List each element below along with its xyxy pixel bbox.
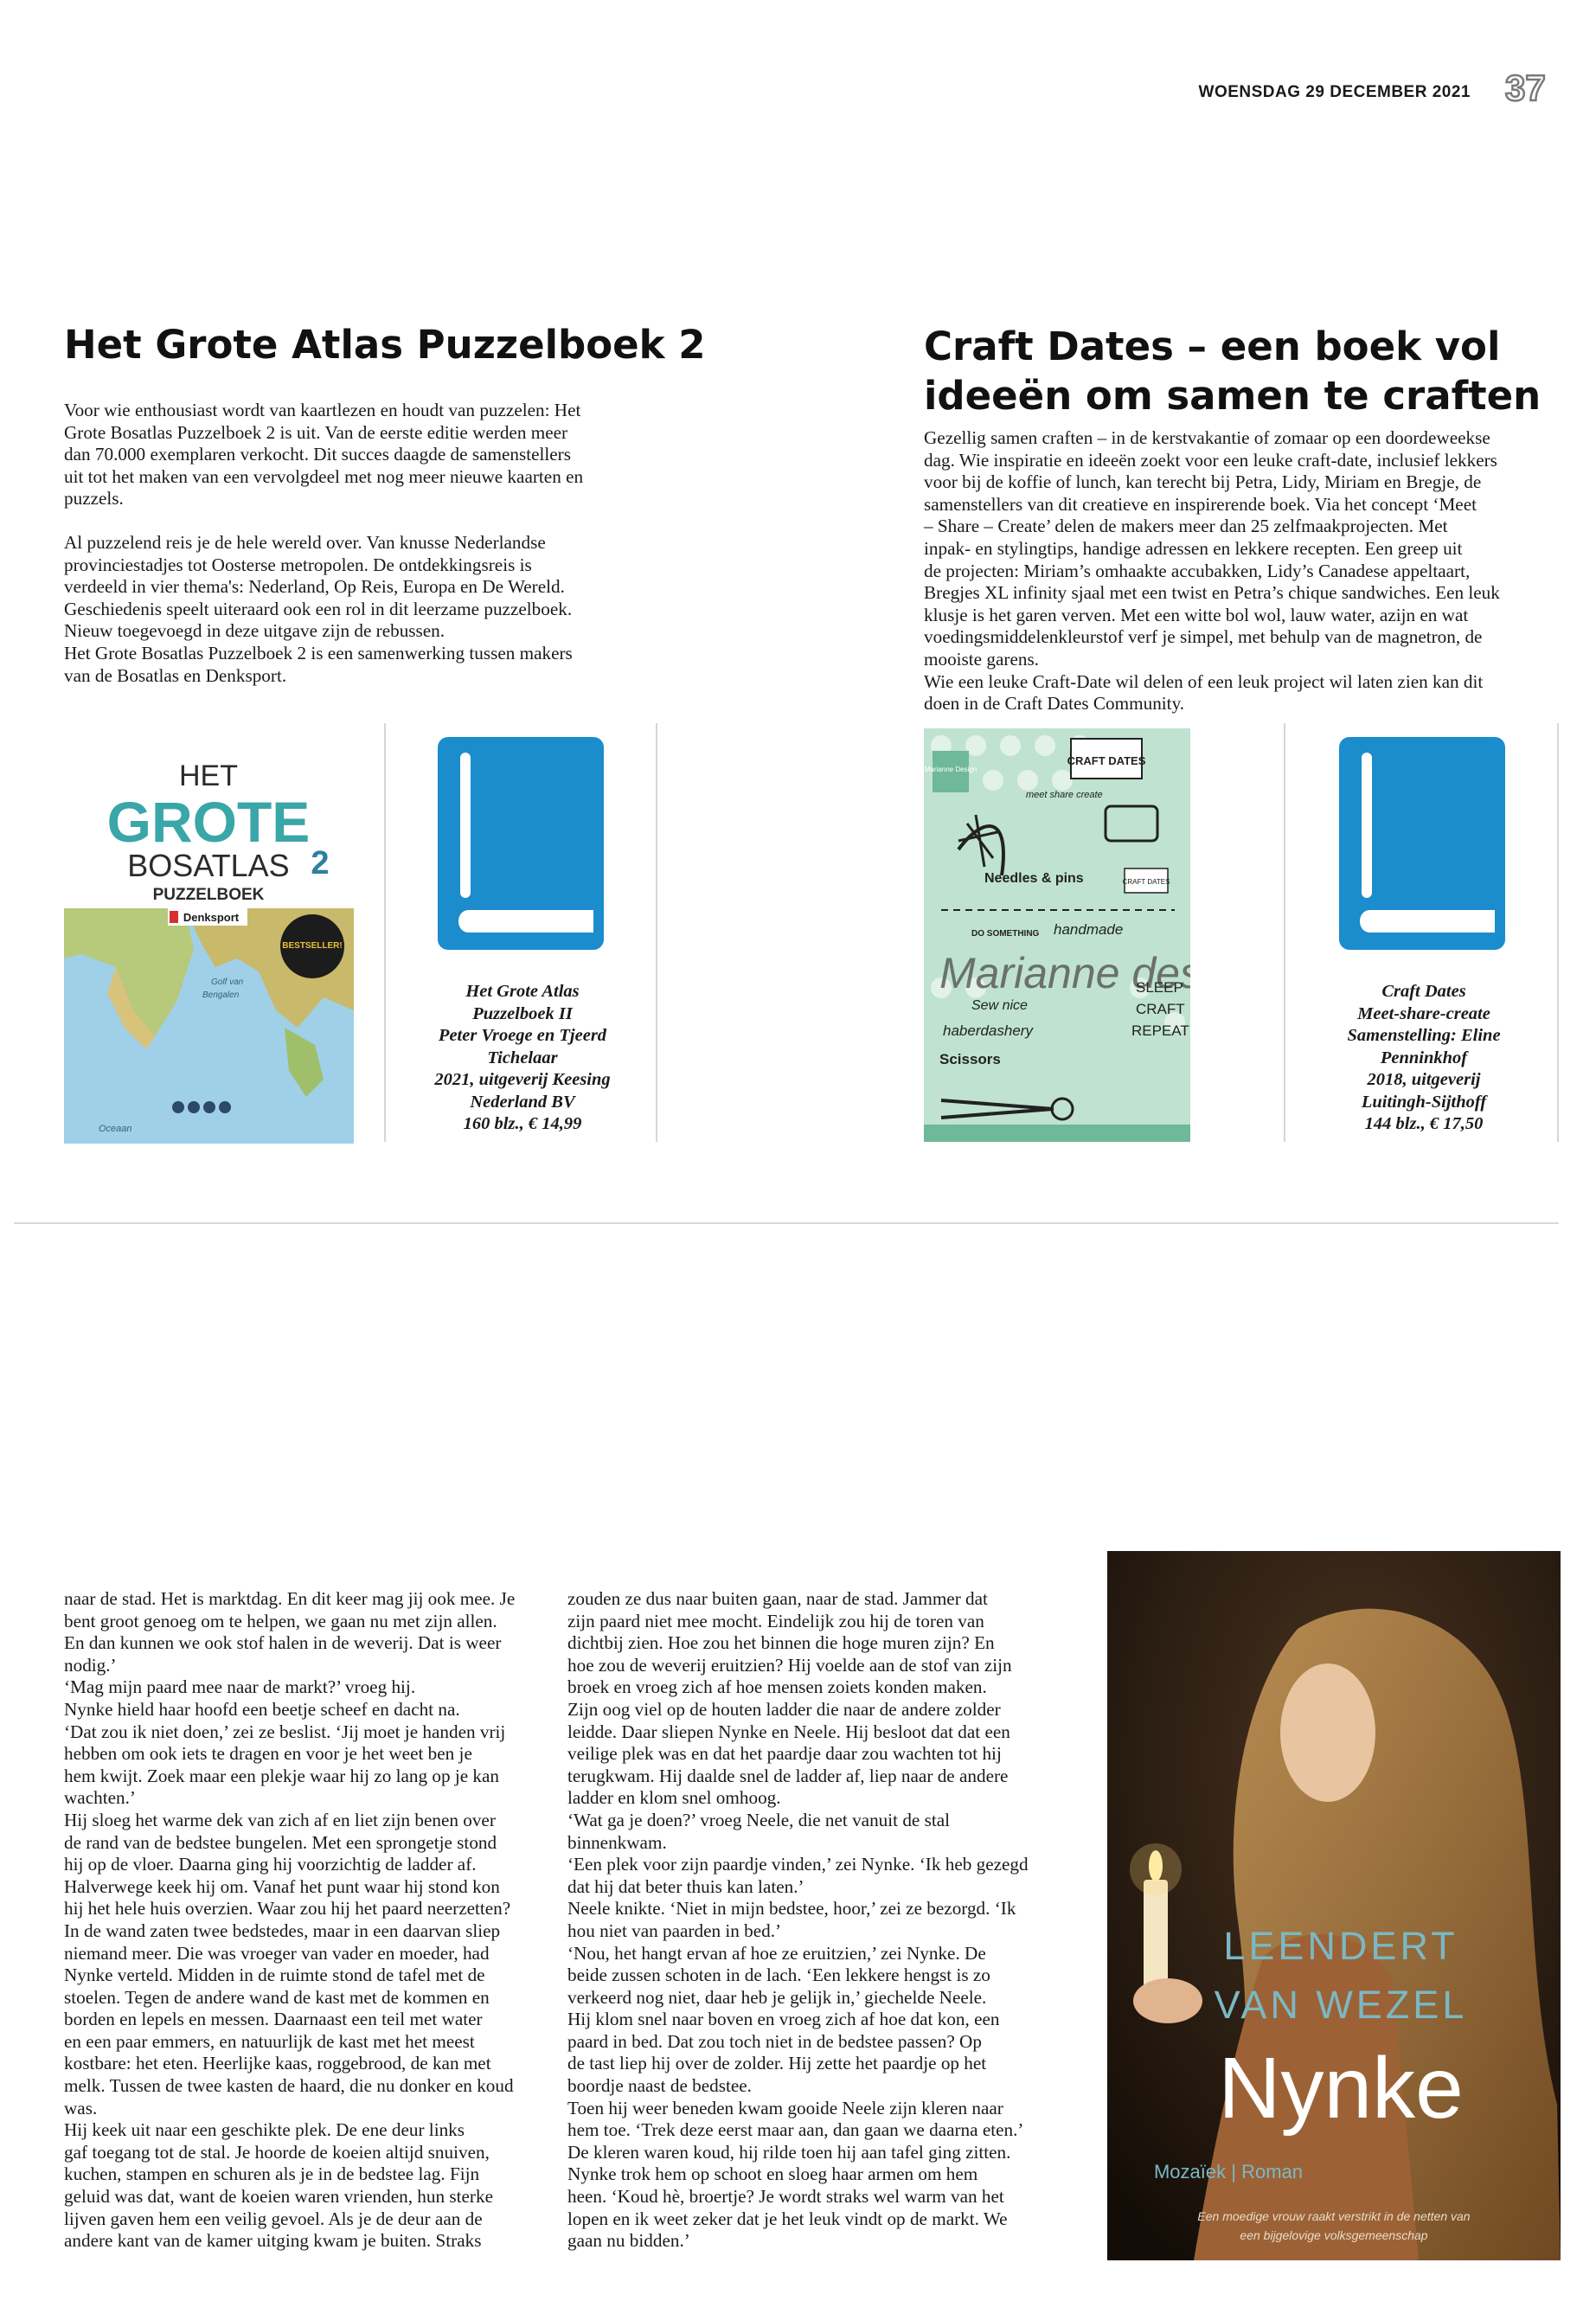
text-line: Grote Bosatlas Puzzelboek 2 is uit. Van de eerste editie werden meer [64, 421, 568, 443]
cover-title-bosatlas: BOSATLAS [127, 848, 290, 883]
divider [1284, 723, 1285, 1142]
story-column-2 [567, 1588, 1061, 2253]
cover-stamp-text: Needles & pins [984, 871, 1084, 886]
text-line: binnenkwam. [567, 1831, 667, 1853]
book-icon [1339, 737, 1505, 950]
atlas-caption [405, 981, 640, 1136]
cover-title-grote: GROTE [106, 790, 311, 854]
page-number: 37 [1505, 67, 1546, 108]
text-line: uit tot het maken van een vervolgdeel met nog meer nieuwe kaarten en [64, 465, 584, 487]
text-line: En dan kunnen we ook stof halen in de weverij. Dat is weer [64, 1632, 502, 1654]
cover-volume: 2 [311, 845, 330, 881]
cover-stamp-text: haberdashery [943, 1022, 1033, 1039]
text-line: klusje is het garen verven. Met een witte bol wol, lauw water, azijn en wat [924, 604, 1469, 625]
text-line: van de Bosatlas en Denksport. [64, 664, 287, 686]
craft-headline [924, 322, 1581, 420]
craft-body [924, 427, 1581, 715]
cover-stamp-text: handmade [1054, 921, 1124, 938]
cover-publisher-logo: Denksport [183, 911, 240, 924]
text-line: hoe zou de weverij eruitzien? Hij voelde aan de stof van zijn [567, 1654, 1012, 1676]
caption-line: Meet-share-create [1357, 1003, 1490, 1023]
cover-stamp-text: REPEAT [1131, 1022, 1189, 1039]
cover-imprint: Mozaïek | Roman [1153, 2161, 1304, 2182]
text-line: borden en lepels en messen. Daarnaast een teil met water [64, 2009, 483, 2030]
text-line: veilige plek was en dat het paardje daar zou wachten tot hij [567, 1743, 1002, 1765]
text-line: bent groot genoeg om te helpen, we gaan nu met zijn allen. [64, 1610, 497, 1631]
caption-line: Peter Vroege en Tjeerd [438, 1026, 607, 1045]
text-line: was. [64, 2097, 98, 2118]
cover-stamp-text: Sew nice [971, 998, 1028, 1013]
caption-line: Puzzelboek II [472, 1003, 573, 1023]
cover-map-label: Golf van [211, 977, 244, 987]
text-line: stoelen. Tegen de andere wand de kast met de kommen en [64, 1986, 490, 2008]
cover-badge: BESTSELLER! [282, 941, 343, 951]
text-line: De kleren waren koud, hij rilde toen hij aan tafel ging zitten. [567, 2141, 1011, 2163]
text-line: verkeerd nog niet, daar heb je gelijk in,’ giechelde Neele. [567, 1986, 987, 2008]
text-line: lijven gaven hem een veilig gevoel. Als je de deur aan de [64, 2208, 483, 2229]
text-line: dichtbij zien. Hoe zou het binnen die hoge muren zijn? En [567, 1632, 995, 1654]
text-line: hou niet van paarden in bed.’ [567, 1920, 782, 1941]
text-line: wachten.’ [64, 1787, 136, 1809]
text-line: voedingsmiddelenkleurstof verf je simpel, met behulp van de magnetron, de [924, 626, 1483, 648]
text-line: beide zussen schoten in de lach. ‘Een lekkere hengst is zo [567, 1965, 990, 1986]
cover-title-puzzelboek: PUZZELBOEK [152, 886, 265, 904]
text-line: kostbare: het eten. Heerlijke kaas, roggebrood, de kan met [64, 2053, 491, 2074]
text-line: ‘Een plek voor zijn paardje vinden,’ zei Nynke. ‘Ik heb gezegd [567, 1854, 1029, 1875]
caption-line: Nederland BV [470, 1092, 575, 1112]
caption-line: 144 blz., € 17,50 [1364, 1114, 1484, 1133]
divider [384, 723, 386, 1142]
caption-line: Het Grote Atlas [465, 982, 580, 1001]
text-line: doen in de Craft Dates Community. [924, 693, 1185, 715]
text-line: Hij klom snel naar boven en vroeg zich af hoe dat kon, een [567, 2009, 1000, 2030]
text-line: hem toe. ‘Trek deze eerst maar aan, dan gaan we daarna eten.’ [567, 2119, 1024, 2141]
section-divider [14, 1222, 1559, 1224]
text-line: samenstellers van dit creatieve en inspirerende boek. Via het concept ‘Meet [924, 493, 1477, 515]
text-line: inpak- en stylingtips, handige adressen en lekkere recepten. Een greep uit [924, 537, 1463, 559]
text-line: Het Grote Bosatlas Puzzelboek 2 is een samenwerking tussen makers [64, 642, 573, 663]
divider [656, 723, 657, 1142]
text-line: hij op de vloer. Daarna ging hij voorzichtig de ladder af. [64, 1854, 477, 1875]
text-line: ‘Dat zou ik niet doen,’ zei ze beslist. ‘Jij moet je handen vrij [64, 1721, 506, 1742]
text-line: Neele knikte. ‘Niet in mijn bedstee, hoor,’ zei ze bezorgd. ‘Ik [567, 1898, 1016, 1920]
cover-brand: Marianne Design [924, 766, 977, 773]
masthead-date: WOENSDAG 29 DECEMBER 2021 [1198, 83, 1471, 101]
text-line: mooiste garens. [924, 648, 1039, 670]
text-line: naar de stad. Het is marktdag. En dit keer mag jij ook mee. Je [64, 1588, 516, 1609]
cover-stamp-text: SLEEP [1136, 979, 1183, 996]
text-line: ladder en klom snel omhoog. [567, 1787, 781, 1809]
atlas-book-cover [64, 751, 354, 1144]
cover-stamp-text: Marianne de [939, 949, 1180, 997]
text-line: voor bij de koffie of lunch, kan terecht bij Petra, Lidy, Miriam en Bregje, de [924, 471, 1482, 493]
text-line: de tast liep hij over de zolder. Hij zette het paardje op het [567, 2053, 987, 2074]
caption-line: Luitingh-Sijthoff [1361, 1092, 1487, 1112]
text-line: Nieuw toegevoegd in deze uitgave zijn de rebussen. [64, 620, 445, 642]
text-line: Nynke trok hem op schoot en sloeg haar armen om hem [567, 2163, 978, 2185]
craft-caption [1304, 981, 1543, 1136]
text-line: zijn paard niet mee mocht. Eindelijk zou hij de toren van [567, 1610, 984, 1631]
text-line: nodig.’ [64, 1654, 117, 1676]
atlas-paragraph-1 [64, 400, 894, 510]
text-line: – Share – Create’ delen de makers meer dan 25 zelfmaakprojecten. Met [924, 516, 1448, 537]
atlas-paragraph-2 [64, 532, 894, 687]
text-line: gaan nu bidden.’ [567, 2230, 690, 2252]
text-line: Gezellig samen craften – in de kerstvakantie of zomaar op een doordeweekse [924, 427, 1490, 448]
text-line: Wie een leuke Craft-Date wil delen of een leuk project wil laten zien kan dit [924, 670, 1484, 692]
text-line: Al puzzelend reis je de hele wereld over. Van knusse Nederlandse [64, 531, 546, 553]
text-line: verdeeld in vier thema's: Nederland, Op Reis, Europa en De Wereld. [64, 576, 565, 598]
text-line: boordje naast de bedstee. [567, 2075, 752, 2097]
cover-title: CRAFT DATES [1067, 754, 1146, 767]
text-line: Nynke hield haar hoofd een beetje scheef en dacht na. [64, 1698, 460, 1720]
cover-map-label: Bengalen [202, 990, 240, 1000]
text-line: melk. Tussen de twee kasten de haard, die nu donker en koud [64, 2075, 514, 2097]
text-line: Voor wie enthousiast wordt van kaartlezen en houdt van puzzelen: Het [64, 400, 581, 420]
cover-author-line: LEENDERT [1223, 1924, 1458, 1968]
text-line: dan 70.000 exemplaren verkocht. Dit succes daagde de samenstellers [64, 444, 571, 465]
craft-book-cover [924, 728, 1190, 1142]
headline-line: ideeën om samen te craften [924, 373, 1542, 419]
text-line: terugkwam. Hij daalde snel de ladder af, liep naar de andere [567, 1765, 1009, 1786]
story-column-1 [64, 1588, 548, 2253]
text-line: kuchen, stampen en schuren als je in de bedstee lag. Fijn [64, 2163, 480, 2185]
text-line: Zijn oog viel op de houten ladder die naar de andere zolder [567, 1698, 1001, 1720]
text-line: ‘Wat ga je doen?’ vroeg Neele, die net vanuit de stal [567, 1809, 951, 1830]
text-line: paard in bed. Dat zou toch niet in de bedstee passen? Op [567, 2030, 982, 2052]
text-line: heen. ‘Koud hè, broertje? Je wordt straks wel warm van het [567, 2186, 1004, 2208]
cover-map-label: Oceaan [99, 1124, 132, 1134]
text-line: Halverwege keek hij om. Vanaf het punt waar hij stond kon [64, 1875, 500, 1897]
cover-title-het: HET [179, 760, 238, 792]
text-line: zouden ze dus naar buiten gaan, naar de stad. Jammer dat [567, 1588, 988, 1609]
caption-line: Tichelaar [487, 1048, 558, 1067]
cover-stamp-text: meet share create [1026, 790, 1103, 800]
caption-line: 160 blz., € 14,99 [463, 1114, 582, 1133]
text-line: ‘Mag mijn paard mee naar de markt?’ vroeg hij. [64, 1676, 416, 1698]
text-line: geluid was dat, want de koeien waren vrienden, hun sterke [64, 2186, 493, 2208]
text-line: Toen hij weer beneden kwam gooide Neele zijn kleren naar [567, 2097, 1003, 2118]
cover-stamp-text: CRAFT DATES [1122, 878, 1170, 886]
cover-author-line: VAN WEZEL [1214, 1983, 1468, 2027]
text-line: gaf toegang tot de stal. Je hoorde de koeien altijd snuiven, [64, 2141, 490, 2163]
text-line: In de wand zaten twee bedstedes, maar in een daarvan sliep [64, 1920, 501, 1941]
caption-line: 2018, uitgeverij [1367, 1070, 1481, 1089]
cover-tagline: Een moedige vrouw raakt verstrikt in de netten van [1197, 2209, 1471, 2223]
caption-line: Craft Dates [1381, 982, 1466, 1001]
caption-line: 2021, uitgeverij Keesing [434, 1070, 611, 1089]
atlas-headline: Het Grote Atlas Puzzelboek 2 [64, 322, 706, 368]
text-line: dag. Wie inspiratie en ideeën zoekt voor een leuke craft-date, inclusief lekkers [924, 449, 1497, 471]
text-line: Bregjes XL infinity sjaal met een twist en Petra’s chique sandwiches. Een leuk [924, 582, 1500, 604]
text-line: hem kwijt. Zoek maar een plekje waar hij zo lang op je kan [64, 1765, 500, 1786]
text-line: lopen en ik weet zeker dat je het leuk vindt op de markt. We [567, 2208, 1008, 2229]
atlas-body [64, 400, 894, 687]
cover-tagline: een bijgelovige volksgemeenschap [1240, 2228, 1428, 2242]
headline-line: Craft Dates – een boek vol [924, 324, 1501, 369]
divider [1557, 723, 1559, 1142]
cover-stamp-text: DO SOMETHING [971, 929, 1040, 939]
text-line: puzzels. [64, 488, 124, 510]
caption-line: Samenstelling: Eline [1347, 1026, 1501, 1045]
text-line: en een paar emmers, en natuurlijk de kast met het meest [64, 2030, 475, 2052]
text-line: broek en vroeg zich af hoe mensen zoiets konden maken. [567, 1676, 987, 1698]
text-line: hij het hele huis overzien. Waar zou hij het paard neerzetten? [64, 1898, 511, 1920]
text-line: provinciestadjes tot Oosterse metropolen. De ontdekkingsreis is [64, 554, 532, 575]
nynke-book-cover [1107, 1551, 1561, 2260]
text-line: niemand meer. Die was vroeger van vader en moeder, had [64, 1942, 490, 1964]
text-line: hebben om ook iets te dragen en voor je het weet ben je [64, 1743, 472, 1765]
text-line: Hij sloeg het warme dek van zich af en liet zijn benen over [64, 1809, 496, 1830]
cover-stamp-text: Scissors [939, 1051, 1001, 1067]
text-line: Nynke verteld. Midden in de ruimte stond de tafel met de [64, 1965, 485, 1986]
text-line: ‘Nou, het hangt ervan af hoe ze eruitzien,’ zei Nynke. De [567, 1942, 986, 1964]
cover-title: Nynke [1218, 2040, 1464, 2137]
text-line: andere kant van de kamer uitging kwam je buiten. Straks [64, 2230, 482, 2252]
text-line: Geschiedenis speelt uiteraard ook een rol in dit leerzame puzzelboek. [64, 598, 573, 619]
text-line: leidde. Daar sliepen Nynke en Neele. Hij besloot dat dat een [567, 1721, 1010, 1742]
text-line: de rand van de bedstee bungelen. Met een sprongetje stond [64, 1831, 497, 1853]
caption-line: Penninkhof [1380, 1048, 1468, 1067]
book-icon [438, 737, 604, 950]
cover-stamp-text: CRAFT [1136, 1001, 1185, 1017]
text-line: Hij keek uit naar een geschikte plek. De ene deur links [64, 2119, 465, 2141]
text-line: dat hij dat beter thuis kan laten.’ [567, 1875, 804, 1897]
text-line: de projecten: Miriam’s omhaakte accubakken, Lidy’s Canadese appeltaart, [924, 560, 1471, 581]
